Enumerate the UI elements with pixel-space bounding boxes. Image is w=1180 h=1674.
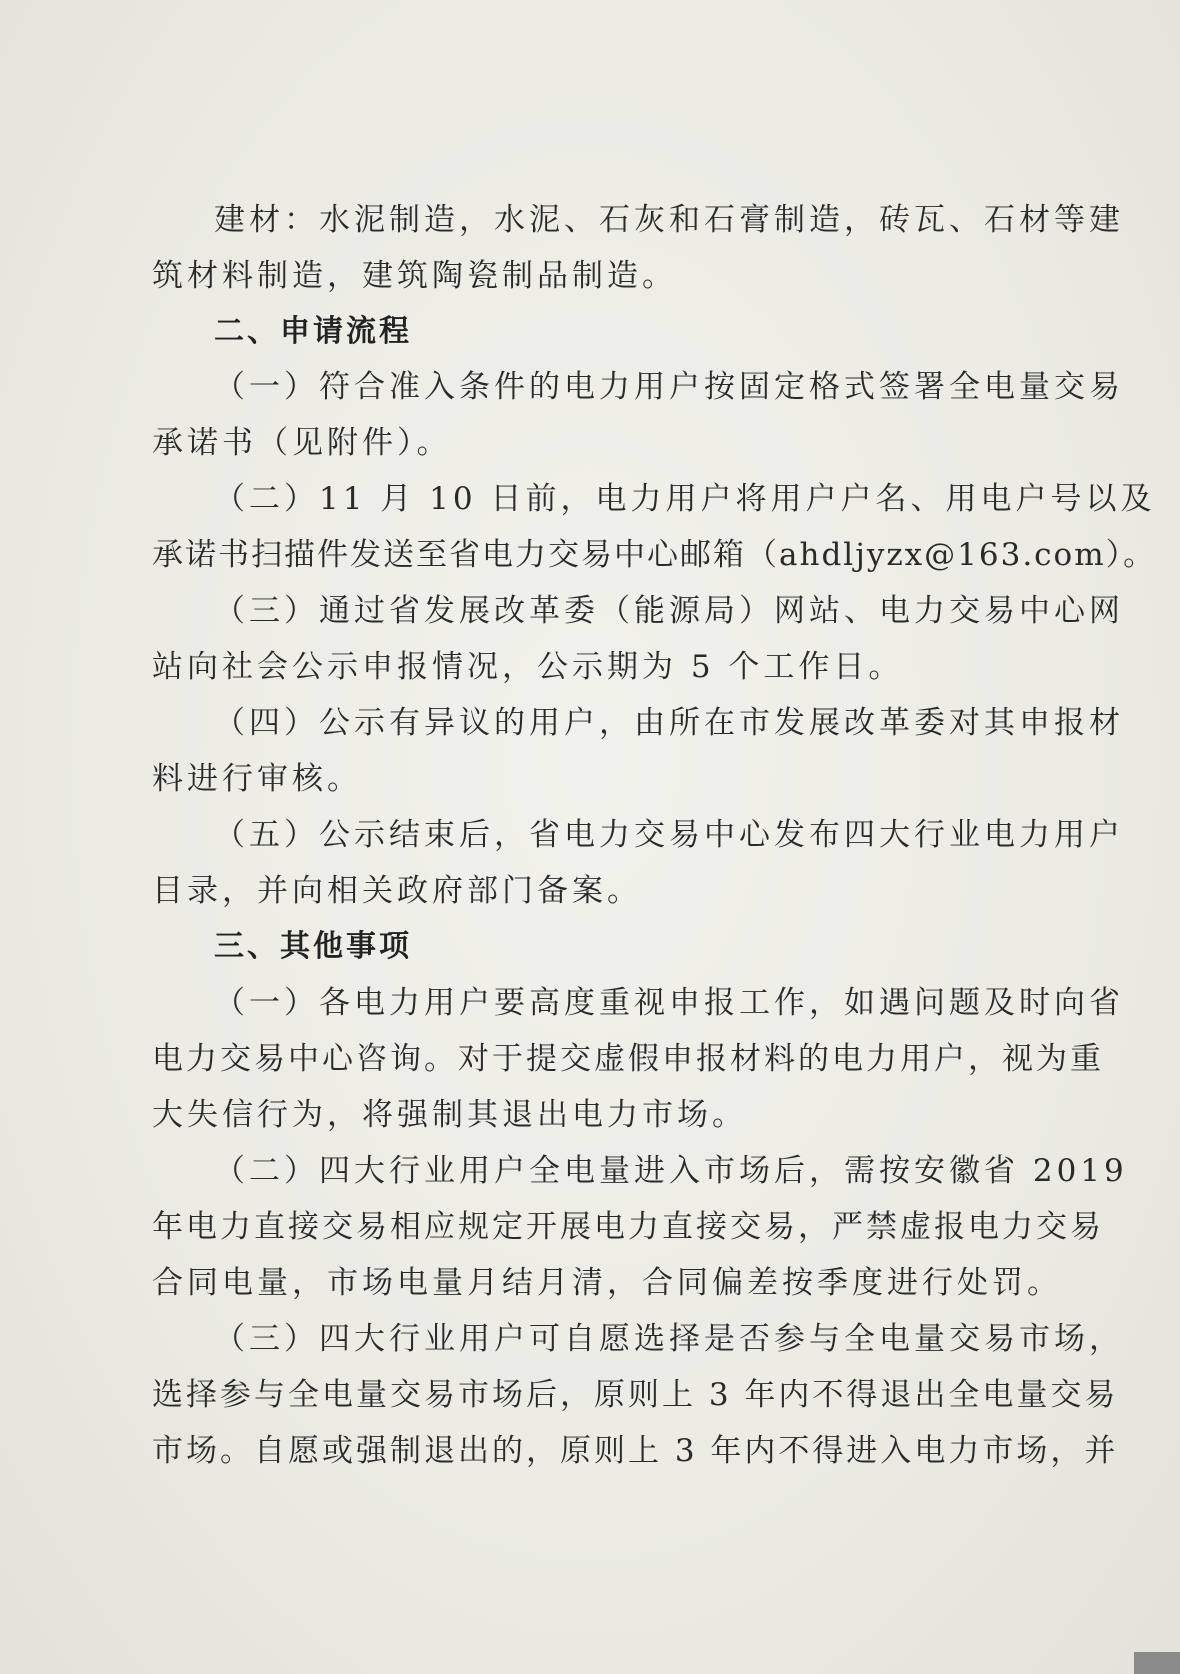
paragraph-line: （三）通过省发展改革委（能源局）网站、电力交易中心网 bbox=[214, 593, 1124, 629]
paragraph-line: 建材：水泥制造，水泥、石灰和石膏制造，砖瓦、石材等建 bbox=[214, 202, 1124, 238]
paragraph-line: 年电力直接交易相应规定开展电力直接交易，严禁虚报电力交易 bbox=[152, 1209, 1104, 1245]
paragraph-line: 料进行审核。 bbox=[152, 761, 362, 797]
paragraph-line: （一）各电力用户要高度重视申报工作，如遇问题及时向省 bbox=[214, 985, 1124, 1021]
section-heading: 二、申请流程 bbox=[214, 314, 412, 349]
paragraph-line: 目录，并向相关政府部门备案。 bbox=[152, 873, 642, 909]
paragraph-line: （五）公示结束后，省电力交易中心发布四大行业电力用户 bbox=[214, 817, 1124, 853]
paragraph-line: （四）公示有异议的用户，由所在市发展改革委对其申报材 bbox=[214, 705, 1124, 741]
paragraph-line: 大失信行为，将强制其退出电力市场。 bbox=[152, 1097, 747, 1133]
paragraph-line: （一）符合准入条件的电力用户按固定格式签署全电量交易 bbox=[214, 369, 1124, 405]
paragraph-line: 承诺书扫描件发送至省电力交易中心邮箱（ahdljyzx@163.com）。 bbox=[152, 537, 1157, 573]
section-heading: 三、其他事项 bbox=[214, 929, 412, 964]
paragraph-line: （二）11 月 10 日前，电力用户将用户户名、用电户号以及 bbox=[214, 481, 1156, 517]
paragraph-line: 合同电量，市场电量月结月清，合同偏差按季度进行处罚。 bbox=[152, 1265, 1062, 1301]
scan-corner-mark bbox=[1134, 1652, 1180, 1674]
paragraph-line: 承诺书（见附件）。 bbox=[152, 425, 452, 461]
paragraph-line: 选择参与全电量交易市场后，原则上 3 年内不得退出全电量交易 bbox=[152, 1377, 1119, 1413]
paragraph-line: 筑材料制造，建筑陶瓷制品制造。 bbox=[152, 258, 677, 294]
paragraph-line: （二）四大行业用户全电量进入市场后，需按安徽省 2019 bbox=[214, 1153, 1128, 1189]
paragraph-line: 市场。自愿或强制退出的，原则上 3 年内不得进入电力市场，并 bbox=[152, 1433, 1119, 1469]
paragraph-line: 站向社会公示申报情况，公示期为 5 个工作日。 bbox=[152, 649, 904, 685]
paragraph-line: 电力交易中心咨询。对于提交虚假申报材料的电力用户，视为重 bbox=[152, 1041, 1104, 1077]
paragraph-line: （三）四大行业用户可自愿选择是否参与全电量交易市场， bbox=[214, 1321, 1124, 1357]
